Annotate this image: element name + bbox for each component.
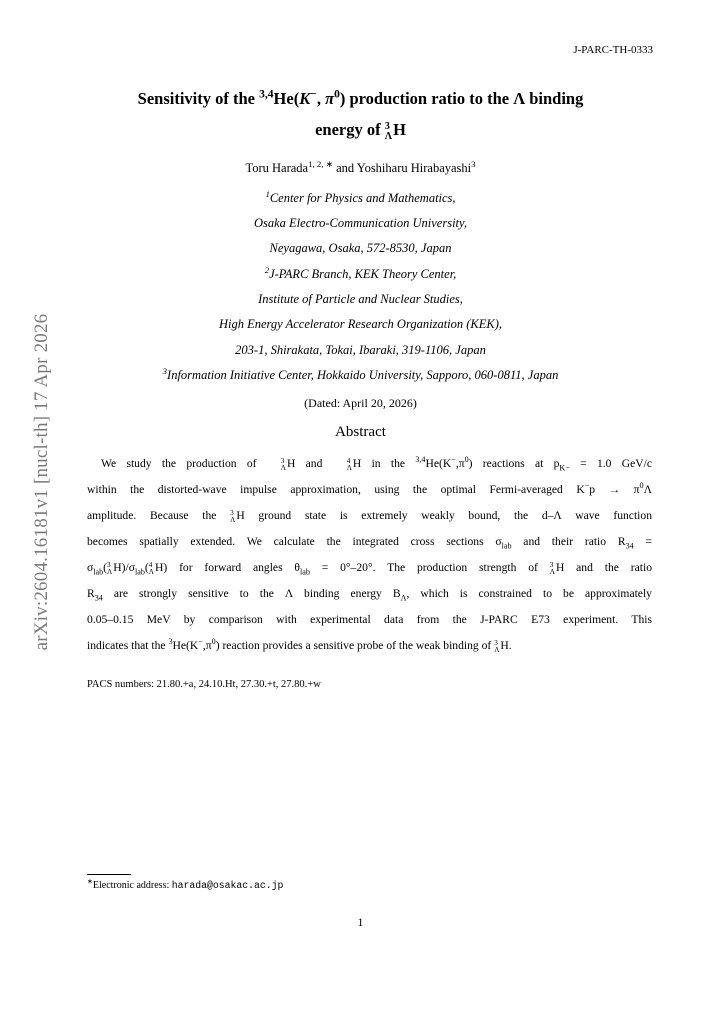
affiliation-line: $^1$Center for Physics and Mathematics, [265,188,456,205]
footnote [87,877,284,891]
abstract-line: becomes spatially extended. We calculate the integrated cross sections $\sigma_{lab}$ and their ratio $R_{34}$ = [87,535,652,551]
abstract-line: We study the production of 3 Λ H and 4 Λ H in the $^{3,4}He(K^-,\pi^0)$ reactions at $p_{K-} = 1.0$ GeV/c [101,455,652,473]
title-text: H [393,120,406,139]
affiliation-line: $^3$Information Initiative Center, Hokkaido University, Sapporo, 060-0811, Japan [162,365,559,382]
affiliation-line: Neyagawa, Osaka, 572-8530, Japan [269,241,452,255]
abstract-line: $\sigma_{lab}$( 3 Λ $H)/\sigma_{lab}$( 4 Λ H) for forward angles $\theta_{lab} = 0^\circ-20^\circ$. The production strength of 3 Λ H and the ratio [87,561,652,577]
title-kaon-charge: − [310,88,317,101]
author-list [0,158,721,176]
title-kaon: K [299,89,311,108]
title-pion-charge: 0 [334,88,340,101]
affiliation-line: High Energy Accelerator Research Organization (KEK), [218,317,503,331]
affiliation-line: Osaka Electro-Communication University, [253,216,468,230]
author-email-link[interactable]: harada@osakac.ac.jp [171,880,284,891]
footnote-label: Electronic address: [92,880,172,891]
paper-title-line-1 [0,84,721,114]
paper-title-line-2 [0,115,721,145]
author-separator: and [332,161,357,175]
dated-line: (Dated: April 20, 2026) [304,396,417,410]
affiliation-line: Institute of Particle and Nuclear Studies, [258,292,463,306]
abstract-line: 0.05–0.15 MeV by comparison with experimental data from the J-PARC E73 experiment. This [87,613,652,626]
title-text: energy of [315,120,385,139]
title-hypernucleus-prefix: 3 Λ [384,121,393,142]
arxiv-identifier: arXiv:2604.16181v1 [nucl-th] 17 Apr 2026 [31,313,52,651]
author-affiliation-marks: 3 [471,158,476,169]
title-pion: π [325,89,335,108]
affiliation-line: 203-1, Shirakata, Tokai, Ibaraki, 319-1106, Japan [235,343,486,357]
title-text: Sensitivity of the [137,89,260,108]
report-number: J-PARC-TH-0333 [573,44,653,56]
pacs-numbers: PACS numbers: 21.80.+a, 24.10.Ht, 27.30.+t, 27.80.+w [87,679,321,690]
author-affiliation-marks: 1, 2, ∗ [308,158,333,169]
title-text: ) production ratio to the Λ binding [339,89,584,108]
footnote-rule [87,874,131,875]
affiliation-line: $^2$J-PARC Branch, KEK Theory Center, [264,264,457,281]
page-number: 1 [357,915,364,929]
abstract-line: $R_{34}$ are strongly sensitive to the Λ binding energy $B_\Lambda$, which is constrained to be approximately [87,587,652,603]
abstract-line: within the distorted-wave impulse approximation, using the optimal Fermi-averaged $K^-p \to \pi^0\Lambda$ [87,481,652,496]
abstract-line: indicates that the $^3He(K^-,\pi^0)$ reaction provides a sensitive probe of the weak binding of 3 Λ H. [87,637,512,654]
abstract-body [87,451,652,659]
abstract-heading: Abstract [335,424,386,440]
footnote-mark: ∗ [87,877,93,886]
title-text: He( [273,89,300,108]
author-name: Toru Harada [245,161,309,175]
title-text: , [316,89,326,108]
abstract-line: amplitude. Because the 3 Λ H ground state is extremely weakly bound, the d–Λ wave function [87,509,652,524]
title-mass-superscript: 3,4 [259,88,274,101]
author-name: Yoshiharu Hirabayashi [356,161,472,175]
